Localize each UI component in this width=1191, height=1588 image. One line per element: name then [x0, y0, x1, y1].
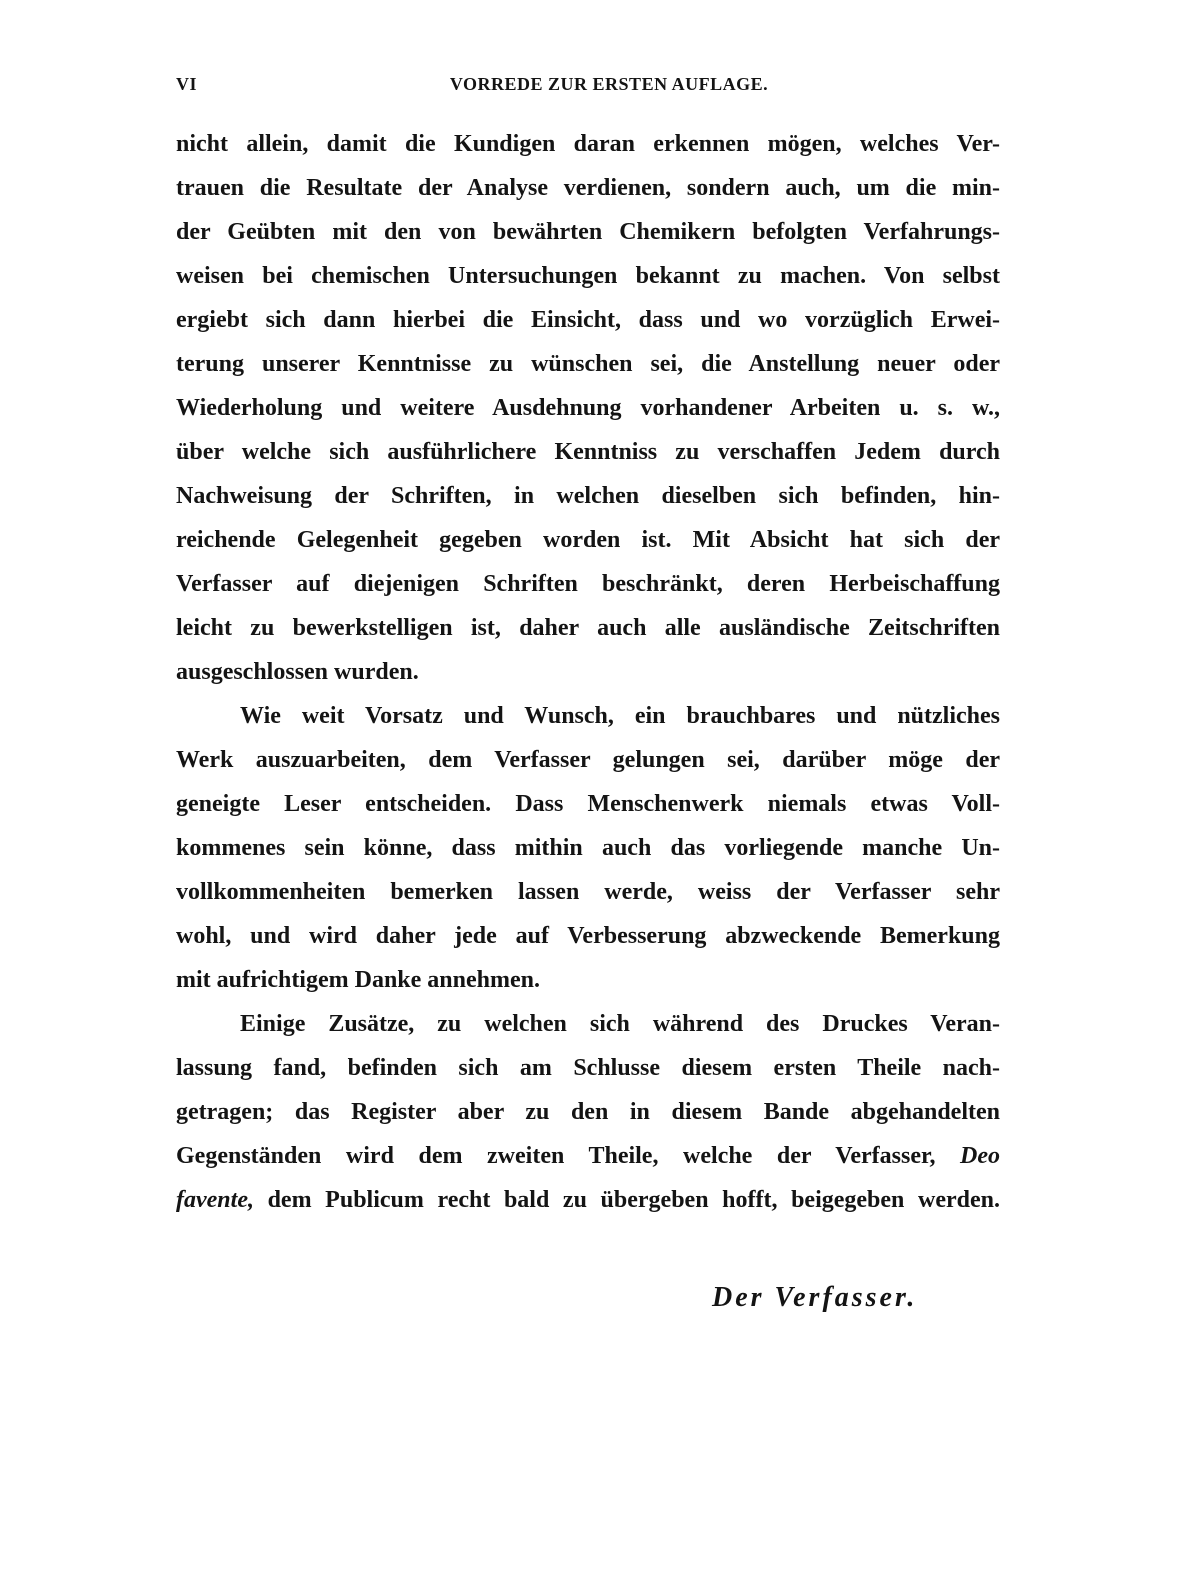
text-line: wohl, und wird daher jede auf Verbesserung abzweckende Bemerkung: [176, 923, 1000, 949]
text-line: geneigte Leser entscheiden. Dass Menschenwerk niemals etwas Voll-: [176, 791, 1000, 817]
text-line: [176, 1178, 1000, 1222]
italic-word: Deo: [960, 1143, 1001, 1169]
text-line: Nachweisung der Schriften, in welchen dieselben sich befinden, hin-: [176, 483, 1000, 509]
running-title: VORREDE ZUR ERSTEN AUFLAGE.: [449, 74, 769, 94]
text-line: Werk auszuarbeiten, dem Verfasser gelungen sei, darüber möge der: [176, 747, 1000, 773]
text-line: über welche sich ausführlichere Kenntniss zu verschaffen Jedem durch: [176, 439, 1000, 465]
body-text: [176, 122, 1000, 1222]
text-line: reichende Gelegenheit gegeben worden ist. Mit Absicht hat sich der: [176, 527, 1000, 553]
text-line: getragen; das Register aber zu den in diesem Bande abgehandelten: [176, 1099, 1000, 1125]
text-line: weisen bei chemischen Untersuchungen bekannt zu machen. Von selbst: [176, 263, 1000, 289]
author-signature: Der Verfasser.: [712, 1282, 918, 1313]
text-line: Wiederholung und weitere Ausdehnung vorhandener Arbeiten u. s. w.,: [176, 395, 1000, 421]
text-line: mit aufrichtigem Danke annehmen.: [176, 967, 540, 993]
text-line: Einige Zusätze, zu welchen sich während des Druckes Veran-: [240, 1011, 1000, 1037]
text-line: kommenes sein könne, dass mithin auch das vorliegende manche Un-: [176, 835, 1000, 861]
page-number: VI: [176, 74, 198, 94]
text-line: terung unserer Kenntnisse zu wünschen sei, die Anstellung neuer oder: [176, 351, 1000, 377]
text-line: ergiebt sich dann hierbei die Einsicht, dass und wo vorzüglich Erwei-: [176, 307, 1000, 333]
italic-word: favente,: [176, 1187, 254, 1213]
text-line: nicht allein, damit die Kundigen daran erkennen mögen, welches Ver-: [176, 131, 1000, 157]
text-line: ausgeschlossen wurden.: [176, 659, 419, 685]
text-line: leicht zu bewerkstelligen ist, daher auch alle ausländische Zeitschriften: [176, 615, 1000, 641]
text-line: vollkommenheiten bemerken lassen werde, weiss der Verfasser sehr: [176, 879, 1000, 905]
text-line: trauen die Resultate der Analyse verdienen, sondern auch, um die min-: [176, 175, 1000, 201]
text-line: [176, 1134, 1000, 1178]
text-line: Verfasser auf diejenigen Schriften beschränkt, deren Herbeischaffung: [176, 571, 1000, 597]
text-line: Wie weit Vorsatz und Wunsch, ein brauchbares und nützliches: [240, 703, 1000, 729]
text-line-segment: Gegenständen wird dem zweiten Theile, welche der Verfasser,: [176, 1143, 936, 1169]
text-line-segment: dem Publicum recht bald zu übergeben hofft, beigegeben werden.: [253, 1187, 1000, 1213]
text-line: der Geübten mit den von bewährten Chemikern befolgten Verfahrungs-: [176, 219, 1000, 245]
text-line: lassung fand, befinden sich am Schlusse diesem ersten Theile nach-: [176, 1055, 1000, 1081]
running-head: [176, 74, 1006, 104]
